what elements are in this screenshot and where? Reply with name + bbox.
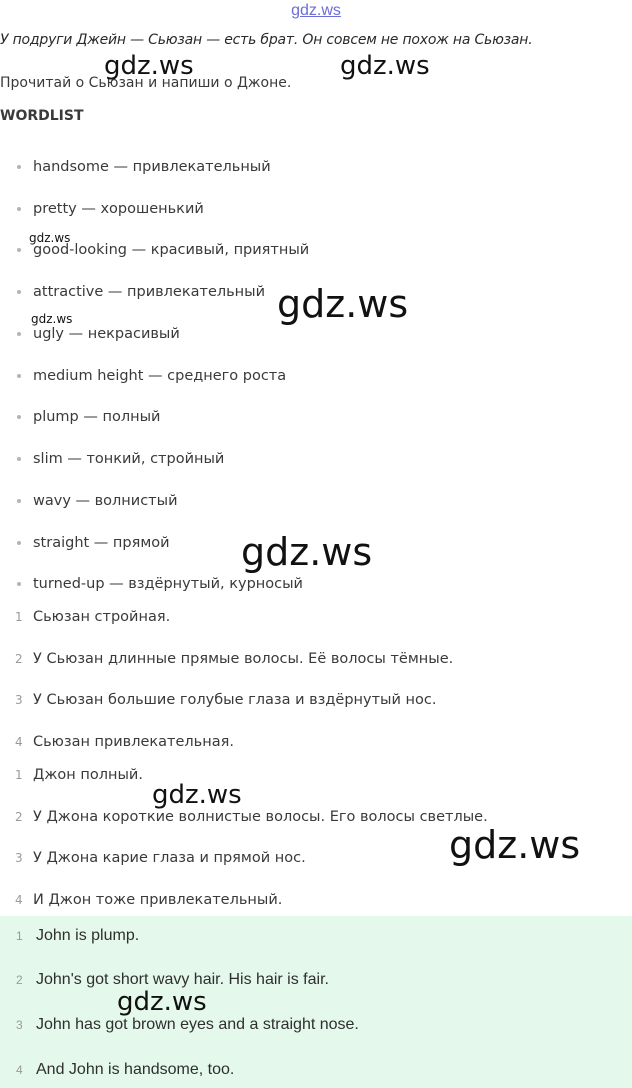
answer-text: John has got brown eyes and a straight nose. — [36, 1016, 359, 1033]
wordlist-text: turned-up — вздёрнутый, курносый — [33, 576, 303, 592]
list-item — [0, 489, 178, 513]
wordlist-heading: WORDLIST — [0, 108, 84, 124]
item-number: 3 — [16, 1018, 23, 1032]
watermark: gdz.ws — [117, 987, 207, 1017]
wordlist-text: medium height — среднего роста — [33, 368, 287, 384]
item-number: 4 — [16, 1063, 23, 1077]
bullet-icon — [17, 332, 21, 336]
item-number: 4 — [15, 893, 23, 907]
list-item — [0, 763, 143, 787]
item-text: У Сьюзан длинные прямые волосы. Её волосы тёмные. — [33, 651, 454, 667]
item-text: Джон полный. — [33, 767, 143, 783]
list-item — [0, 605, 170, 629]
item-number: 2 — [16, 973, 23, 987]
wordlist-text: straight — прямой — [33, 535, 170, 551]
wordlist-text: wavy — волнистый — [33, 493, 178, 509]
wordlist-text: good-looking — красивый, приятный — [33, 242, 310, 258]
list-item — [0, 197, 204, 221]
wordlist-text: attractive — привлекательный — [33, 284, 266, 300]
watermark: gdz.ws — [340, 51, 430, 81]
item-number: 1 — [15, 610, 23, 624]
bullet-icon — [17, 582, 21, 586]
list-item — [0, 155, 271, 179]
item-number: 2 — [15, 810, 23, 824]
bullet-icon — [17, 415, 21, 419]
list-item — [0, 280, 265, 304]
list-item — [0, 364, 286, 388]
list-item — [0, 322, 180, 346]
item-number: 1 — [16, 929, 23, 943]
item-number: 3 — [15, 693, 23, 707]
watermark: gdz.ws — [29, 231, 71, 245]
watermark: gdz.ws — [104, 51, 194, 81]
item-number: 4 — [15, 735, 23, 749]
list-item — [0, 730, 234, 754]
bullet-icon — [17, 165, 21, 169]
list-item — [0, 572, 303, 596]
item-text: У Джона карие глаза и прямой нос. — [33, 850, 306, 866]
answer-text: John is plump. — [36, 927, 140, 944]
list-item — [0, 405, 160, 429]
item-text: И Джон тоже привлекательный. — [33, 892, 283, 908]
bullet-icon — [17, 290, 21, 294]
item-text: Сьюзан стройная. — [33, 609, 171, 625]
item-number: 3 — [15, 851, 23, 865]
watermark: gdz.ws — [241, 530, 373, 574]
bullet-icon — [17, 541, 21, 545]
list-item — [0, 447, 224, 471]
list-item — [0, 647, 453, 671]
task-text: Прочитай о Сьюзан и напиши о Джоне. — [0, 75, 292, 91]
watermark: gdz.ws — [152, 780, 242, 810]
watermark: gdz.ws — [277, 282, 409, 326]
wordlist-text: slim — тонкий, стройный — [33, 451, 225, 467]
wordlist-text: plump — полный — [33, 409, 161, 425]
item-text: У Сьюзан большие голубые глаза и вздёрнутый нос. — [33, 692, 437, 708]
bullet-icon — [17, 457, 21, 461]
intro-text: У подруги Джейн — Сьюзан — есть брат. Он совсем не похож на Сьюзан. — [0, 32, 533, 48]
list-item — [0, 531, 170, 555]
item-number: 2 — [15, 652, 23, 666]
list-item — [0, 1057, 234, 1083]
answer-text: And John is handsome, too. — [36, 1061, 235, 1078]
site-link[interactable]: gdz.ws — [291, 2, 341, 19]
list-item — [0, 688, 436, 712]
answer-text: John's got short wavy hair. His hair is fair. — [36, 971, 329, 988]
list-item — [0, 846, 306, 870]
item-number: 1 — [15, 768, 23, 782]
item-text: Сьюзан привлекательная. — [33, 734, 234, 750]
bullet-icon — [17, 499, 21, 503]
list-item — [0, 923, 139, 949]
wordlist-text: ugly — некрасивый — [33, 326, 180, 342]
wordlist-text: pretty — хорошенький — [33, 201, 204, 217]
watermark: gdz.ws — [31, 312, 73, 326]
list-item — [0, 805, 488, 829]
bullet-icon — [17, 248, 21, 252]
item-text: У Джона короткие волнистые волосы. Его волосы светлые. — [33, 809, 488, 825]
wordlist-text: handsome — привлекательный — [33, 159, 271, 175]
bullet-icon — [17, 374, 21, 378]
list-item — [0, 888, 282, 912]
bullet-icon — [17, 207, 21, 211]
watermark: gdz.ws — [449, 823, 581, 867]
